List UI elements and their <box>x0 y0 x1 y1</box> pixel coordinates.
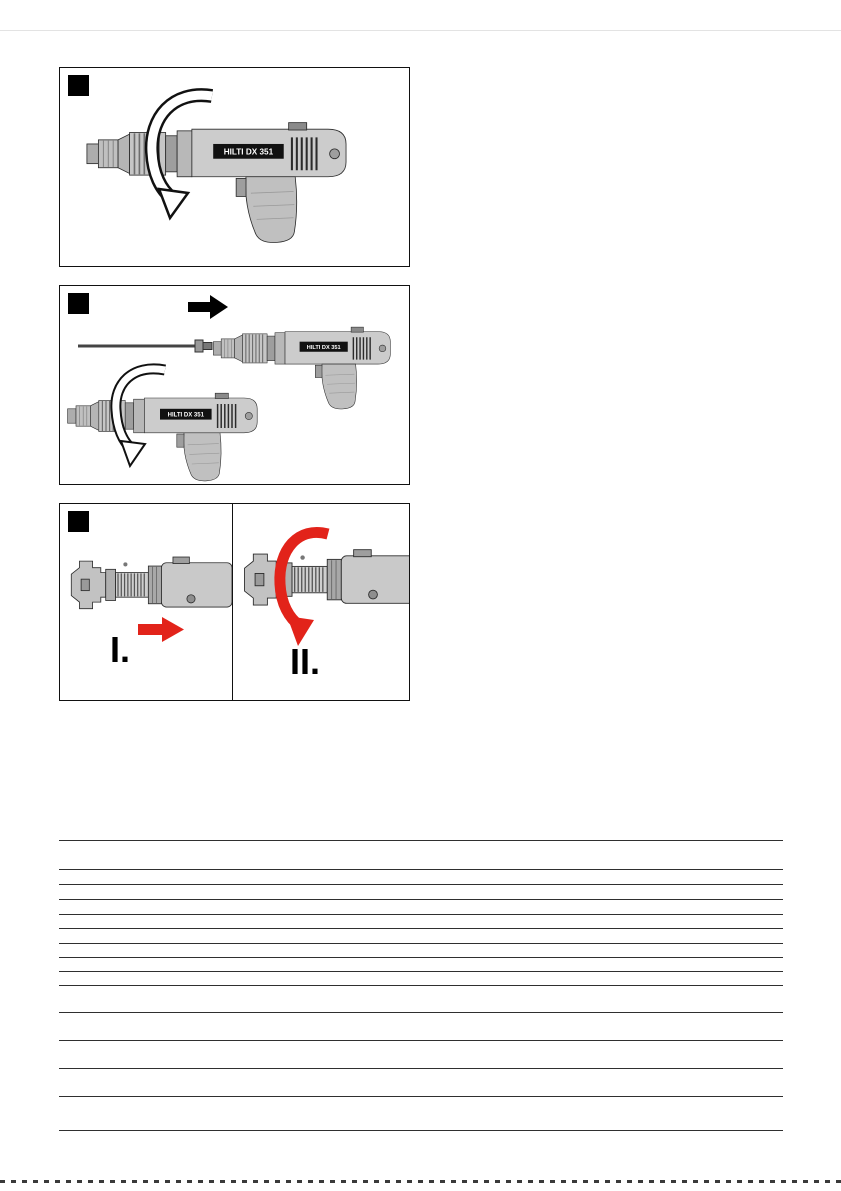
table-rule <box>59 899 783 900</box>
figure-2-drawing <box>60 286 409 484</box>
figure-panel-3 <box>59 503 410 701</box>
figure-panel-1 <box>59 67 410 267</box>
tear-off-dashed-line <box>0 1180 841 1183</box>
figure-1-drawing <box>60 68 409 266</box>
top-scan-hairline <box>0 30 841 31</box>
table-rule <box>59 971 783 972</box>
table-rule <box>59 957 783 958</box>
step-two-label: II. <box>290 641 321 682</box>
table-rule <box>59 914 783 915</box>
figure-panel-2 <box>59 285 410 485</box>
figure-3-drawing <box>60 504 409 700</box>
table-rule <box>59 1012 783 1013</box>
table-rule <box>59 1096 783 1097</box>
table-rule <box>59 985 783 986</box>
table-rule <box>59 1130 783 1131</box>
insert-direction-arrow <box>188 295 228 319</box>
table-rule <box>59 840 783 841</box>
step-one-label: I. <box>110 629 131 670</box>
table-rule <box>59 884 783 885</box>
figure-number-badge <box>68 293 89 314</box>
table-rule <box>59 1068 783 1069</box>
table-rule <box>59 1040 783 1041</box>
figure-number-badge <box>68 511 89 532</box>
table-rule <box>59 869 783 870</box>
step-one-arrow-red <box>138 617 184 642</box>
table-rule <box>59 928 783 929</box>
piston-rod <box>78 340 212 352</box>
figure-number-badge <box>68 75 89 96</box>
table-rule <box>59 943 783 944</box>
